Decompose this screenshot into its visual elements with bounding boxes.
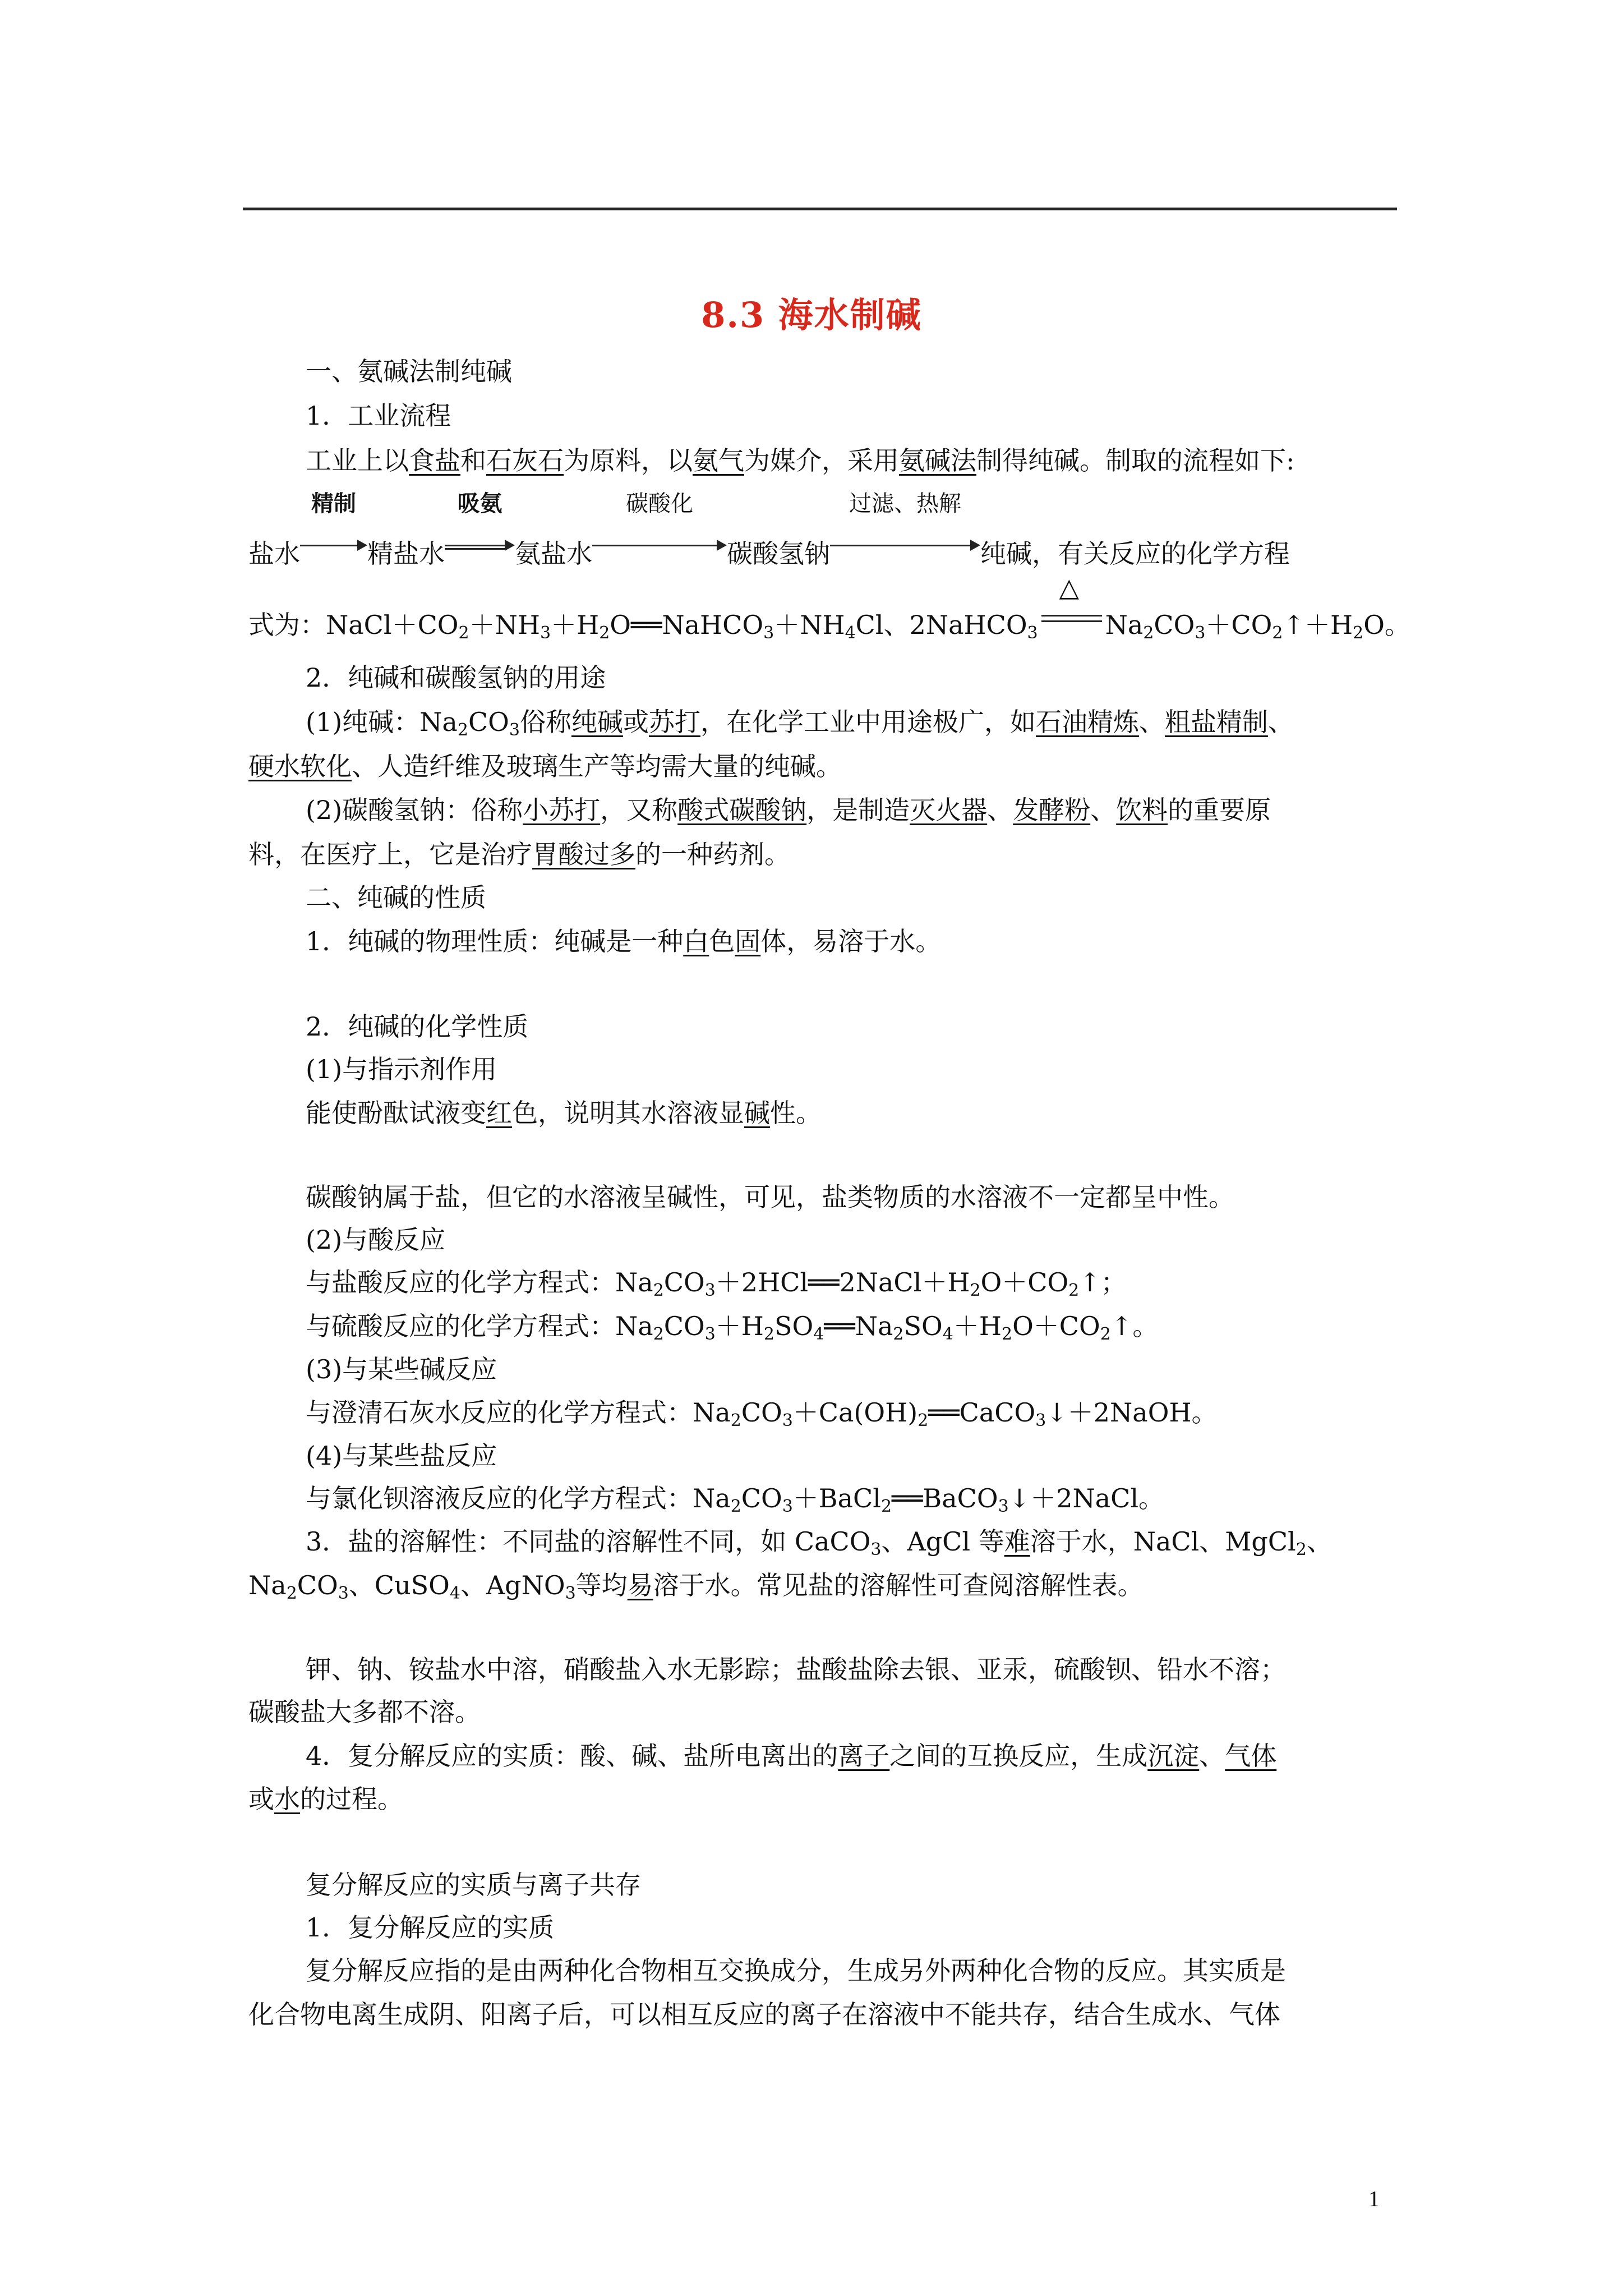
paragraph: (1)纯碱：$Na_2CO_3$俗称纯碱或苏打，在化学工业中用途极广，如石油精炼、粗盐精制、 (306, 707, 1294, 740)
subheading: (1)与指示剂作用 (306, 1054, 497, 1084)
solubility-rule: 碳酸盐大多都不溶。 (248, 1697, 481, 1727)
paragraph: 化合物电离生成阴、阳离子后，可以相互反应的离子在溶液中不能共存，结合生成水、气体 (248, 1999, 1280, 2030)
section-heading: 复分解反应的实质与离子共存 (306, 1870, 641, 1900)
section-heading: 二、纯碱的性质 (306, 882, 486, 913)
paragraph: 4．复分解反应的实质：酸、碱、盐所电离出的离子之间的互换反应，生成沉淀、气体 (306, 1741, 1277, 1771)
solubility-rule: 钾、钠、铵盐水中溶，硝酸盐入水无影踪；盐酸盐除去银、亚汞，硫酸钡、铅水不溶； (306, 1654, 1286, 1685)
equation: 与澄清石灰水反应的化学方程式：$Na_2CO_3+Ca(OH)_2══CaCO_3↓+2NaOH$。 (306, 1397, 1218, 1430)
paragraph: 工业上以食盐和石灰石为原料，以氨气为媒介，采用氨碱法制得纯碱。制取的流程如下: (306, 445, 1295, 476)
section-heading: 一、氨碱法制纯碱 (306, 356, 512, 386)
subheading: 1．工业流程 (306, 401, 451, 431)
flow-label: 吸氨 (457, 490, 502, 517)
paragraph: $Na_2CO_3$、CuSO$_4$、AgNO$_3$等均易溶于水。常见盐的溶解性可查阅溶解性表。 (248, 1570, 1144, 1603)
paragraph: (2)碳酸氢钠：俗称小苏打，又称酸式碳酸钠，是制造灭火器、发酵粉、饮料的重要原 (306, 795, 1271, 825)
equation: 式为：$NaCl+CO_2+NH_3+H_2O══NaHCO_3+NH_4Cl$、2NaHCO$_3$ △ $Na_2CO_3+CO_2↑+H_2O$。 (248, 572, 1410, 643)
paragraph: 或水的过程。 (248, 1784, 403, 1814)
paragraph: 3．盐的溶解性：不同盐的溶解性不同，如 CaCO$_3$、AgCl 等难溶于水，NaCl、MgCl$_2$、 (306, 1526, 1332, 1559)
subheading: (3)与某些碱反应 (306, 1354, 497, 1384)
subheading: (4)与某些盐反应 (306, 1441, 497, 1471)
subheading: 1．复分解反应的实质 (306, 1912, 555, 1943)
subheading: 2．纯碱和碳酸氢钠的用途 (306, 662, 606, 693)
paragraph: 能使酚酞试液变红色，说明其水溶液显碱性。 (306, 1098, 822, 1128)
page-title: 8.3 海水制碱 (701, 295, 922, 335)
flow-label: 碳酸化 (626, 491, 693, 517)
paragraph: 硬水软化、人造纤维及玻璃生产等均需大量的纯碱。 (248, 751, 842, 781)
subheading: 2．纯碱的化学性质 (306, 1011, 529, 1042)
paragraph: 复分解反应指的是由两种化合物相互交换成分，生成另外两种化合物的反应。其实质是 (306, 1955, 1286, 1986)
paragraph: 1．纯碱的物理性质：纯碱是一种白色固体，易溶于水。 (306, 926, 942, 956)
note: 碳酸钠属于盐，但它的水溶液呈碱性，可见，盐类物质的水溶液不一定都呈中性。 (306, 1182, 1234, 1212)
flow-label: 过滤、热解 (849, 491, 961, 517)
equation: 与硫酸反应的化学方程式：$Na_2CO_3+H_2SO_4══Na_2SO_4+H_2O+CO_2↑$。 (306, 1311, 1159, 1344)
header-rule (243, 208, 1397, 210)
equation: 与盐酸反应的化学方程式：$Na_2CO_3+2HCl══2NaCl+H_2O+CO_2↑$； (306, 1267, 1127, 1300)
process-flow: 盐水 精制 精盐水 吸氨 氨盐水 碳酸化 碳酸氢钠 过滤、热解 纯碱，有关反应的化学方程 (248, 490, 1290, 569)
heating-sign: △ (1038, 600, 1105, 634)
subheading: (2)与酸反应 (306, 1225, 446, 1255)
page-number: 1 (1368, 2186, 1380, 2211)
paragraph: 料，在医疗上，它是治疗胃酸过多的一种药剂。 (248, 839, 790, 869)
equation: 与氯化钡溶液反应的化学方程式：$Na_2CO_3+BaCl_2══BaCO_3↓+2NaCl$。 (306, 1483, 1165, 1516)
flow-label: 精制 (311, 490, 356, 517)
